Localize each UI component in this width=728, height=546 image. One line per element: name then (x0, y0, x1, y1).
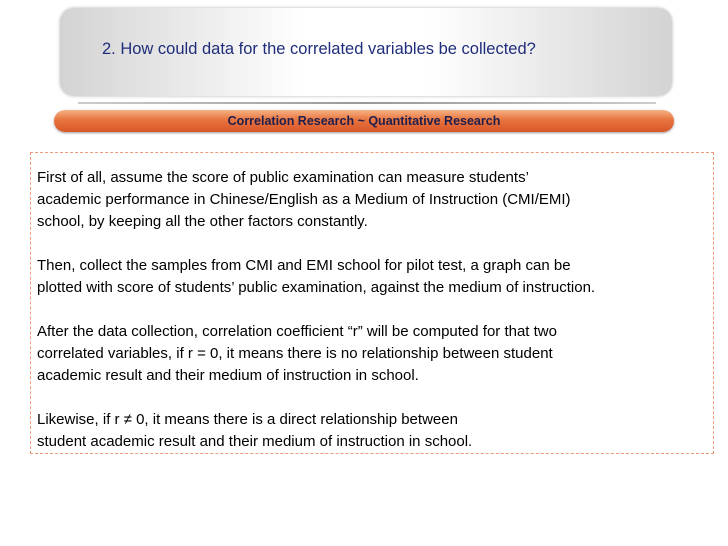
text-line: plotted with score of students’ public examination, against the medium of instruction. (37, 279, 596, 296)
text-line: academic result and their medium of instruction in school. (37, 367, 419, 384)
paragraph-correlation (37, 321, 722, 387)
text-line: academic performance in Chinese/English as a Medium of Instruction (CMI/EMI) (37, 191, 571, 208)
paragraph-likewise (37, 409, 722, 453)
banner-label: Correlation Research ~ Quantitative Research (227, 114, 501, 128)
text-line: Likewise, if r ≠ 0, it means there is a direct relationship between (37, 411, 458, 428)
text-line: student academic result and their medium of instruction in school. (37, 433, 473, 450)
paragraph-sampling (37, 255, 722, 299)
section-banner (54, 110, 674, 132)
text-line: After the data collection, correlation coefficient “r” will be computed for that two (37, 323, 557, 340)
text-line: school, by keeping all the other factors constantly. (37, 213, 368, 230)
title-divider (78, 102, 656, 104)
slide-title: 2. How could data for the correlated variables be collected? (102, 40, 536, 58)
text-line: First of all, assume the score of public examination can measure students’ (37, 169, 529, 186)
paragraph-assumption (37, 167, 722, 233)
text-line: Then, collect the samples from CMI and EMI school for pilot test, a graph can be (37, 257, 571, 274)
text-line: correlated variables, if r = 0, it means there is no relationship between student (37, 345, 553, 362)
content-body (37, 167, 722, 475)
